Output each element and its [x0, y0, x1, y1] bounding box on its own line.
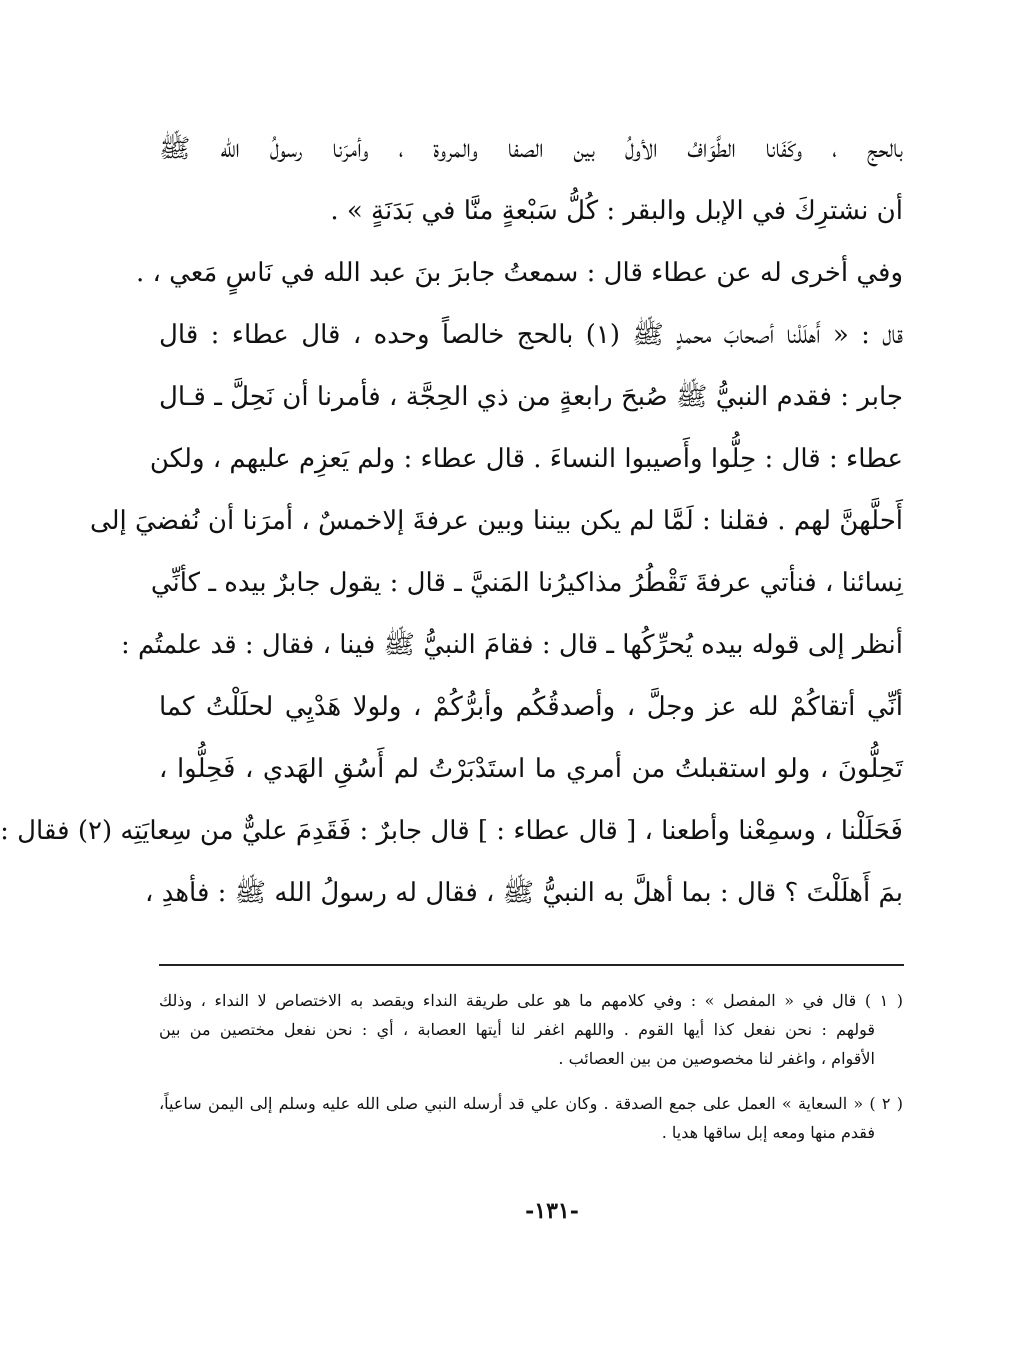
text-line: نِسائنا ، فنأتي عرفةَ تَقْطُرُ مذاكيرُنا المَنيَّ ـ قال : يقول جابرٌ بيده ـ كأنِّي [150, 568, 903, 598]
text-line: تَحِلُّونَ ، ولو استقبلتُ من أمري ما استَدْبَرْتُ لم أَسُقِ الهَدي ، فَحِلُّوا ، [159, 754, 903, 784]
footnote-2-line: فقدم منها ومعه إبل ساقها هديا . [661, 1123, 875, 1142]
footnote-divider [159, 964, 904, 966]
footnote-1-line: الأقوام ، واغفر لنا مخصوصين من بين العصائب . [558, 1049, 875, 1068]
page-number: -١٣١- [525, 1198, 579, 1224]
footnotes [159, 986, 903, 1147]
text-line: بالحج ، وكَفَانا الطَّوَافُ الأولُ بين الصفا والمروة ، وأمرَنا رسولُ الله ﷺ [159, 134, 903, 164]
text-line: أَحلَّهنَّ لهم . فقلنا : لَمَّا لم يكن بيننا وبين عرفةَ إلاخمسٌ ، أمرَنا أن نُفضيَ إلى [89, 506, 903, 536]
text-line: أنظر إلى قوله بيده يُحرِّكُها ـ قال : فقامَ النبيُّ ﷺ فينا ، فقال : قد علمتُم : [120, 630, 903, 660]
text-line: أنِّي أتقاكُمْ لله عز وجلَّ ، وأصدقُكُم وأبرُّكُمْ ، ولولا هَدْيِي لحلَلْتُ كما [159, 692, 903, 722]
text-line: قال : « أَهلَلْنا أصحابَ محمدٍ ﷺ (١) بالحج خالصاً وحده ، قال عطاء : قال [159, 320, 903, 350]
footnote-1-line: ( ١ ) قال في « المفصل » : وفي كلامهم ما هو على طريقة النداء ويقصد به الاختصاص لا النداء ، وذلك [159, 991, 904, 1010]
footnote-gap [159, 1073, 903, 1089]
text-line: بمَ أَهلَلْتَ ؟ قال : بما أهلَّ به النبيُّ ﷺ ، فقال له رسولُ الله ﷺ : فأهدِ ، [145, 878, 903, 908]
text-line: أن نشترِكَ في الإبل والبقر : كُلُّ سَبْعةٍ منَّا في بَدَنَةٍ » . [330, 196, 903, 226]
text-line: فَحَلَلْنا ، وسمِعْنا وأطعنا ، [ قال عطاء : ] قال جابرٌ : فَقَدِمَ عليٌّ من سِعايَتِه (٢) فقال : [0, 816, 903, 846]
text-line: جابر : فقدم النبيُّ ﷺ صُبحَ رابعةٍ من ذي الحِجَّة ، فأمرنا أن نَحِلَّ ـ قـال [159, 382, 903, 412]
text-line: وفي أخرى له عن عطاء قال : سمعتُ جابرَ بنَ عبد الله في نَاسٍ مَعي ، . [135, 258, 903, 288]
text-line: عطاء : قال : حِلُّوا وأَصيبوا النساءَ . قال عطاء : ولم يَعزِم عليهم ، ولكن [149, 444, 903, 474]
footnote-1-line: قولهم : نحن نفعل كذا أيها القوم . واللهم اغفر لنا أيتها العصابة ، أي : نحن نفعل مختصين من بين [159, 1020, 875, 1039]
main-text [0, 118, 903, 924]
footnote-2-line: ( ٢ ) « السعاية » العمل على جمع الصدقة . وكان علي قد أرسله النبي صلى الله عليه وسلم إلى اليمن ساعياً، [159, 1094, 904, 1113]
